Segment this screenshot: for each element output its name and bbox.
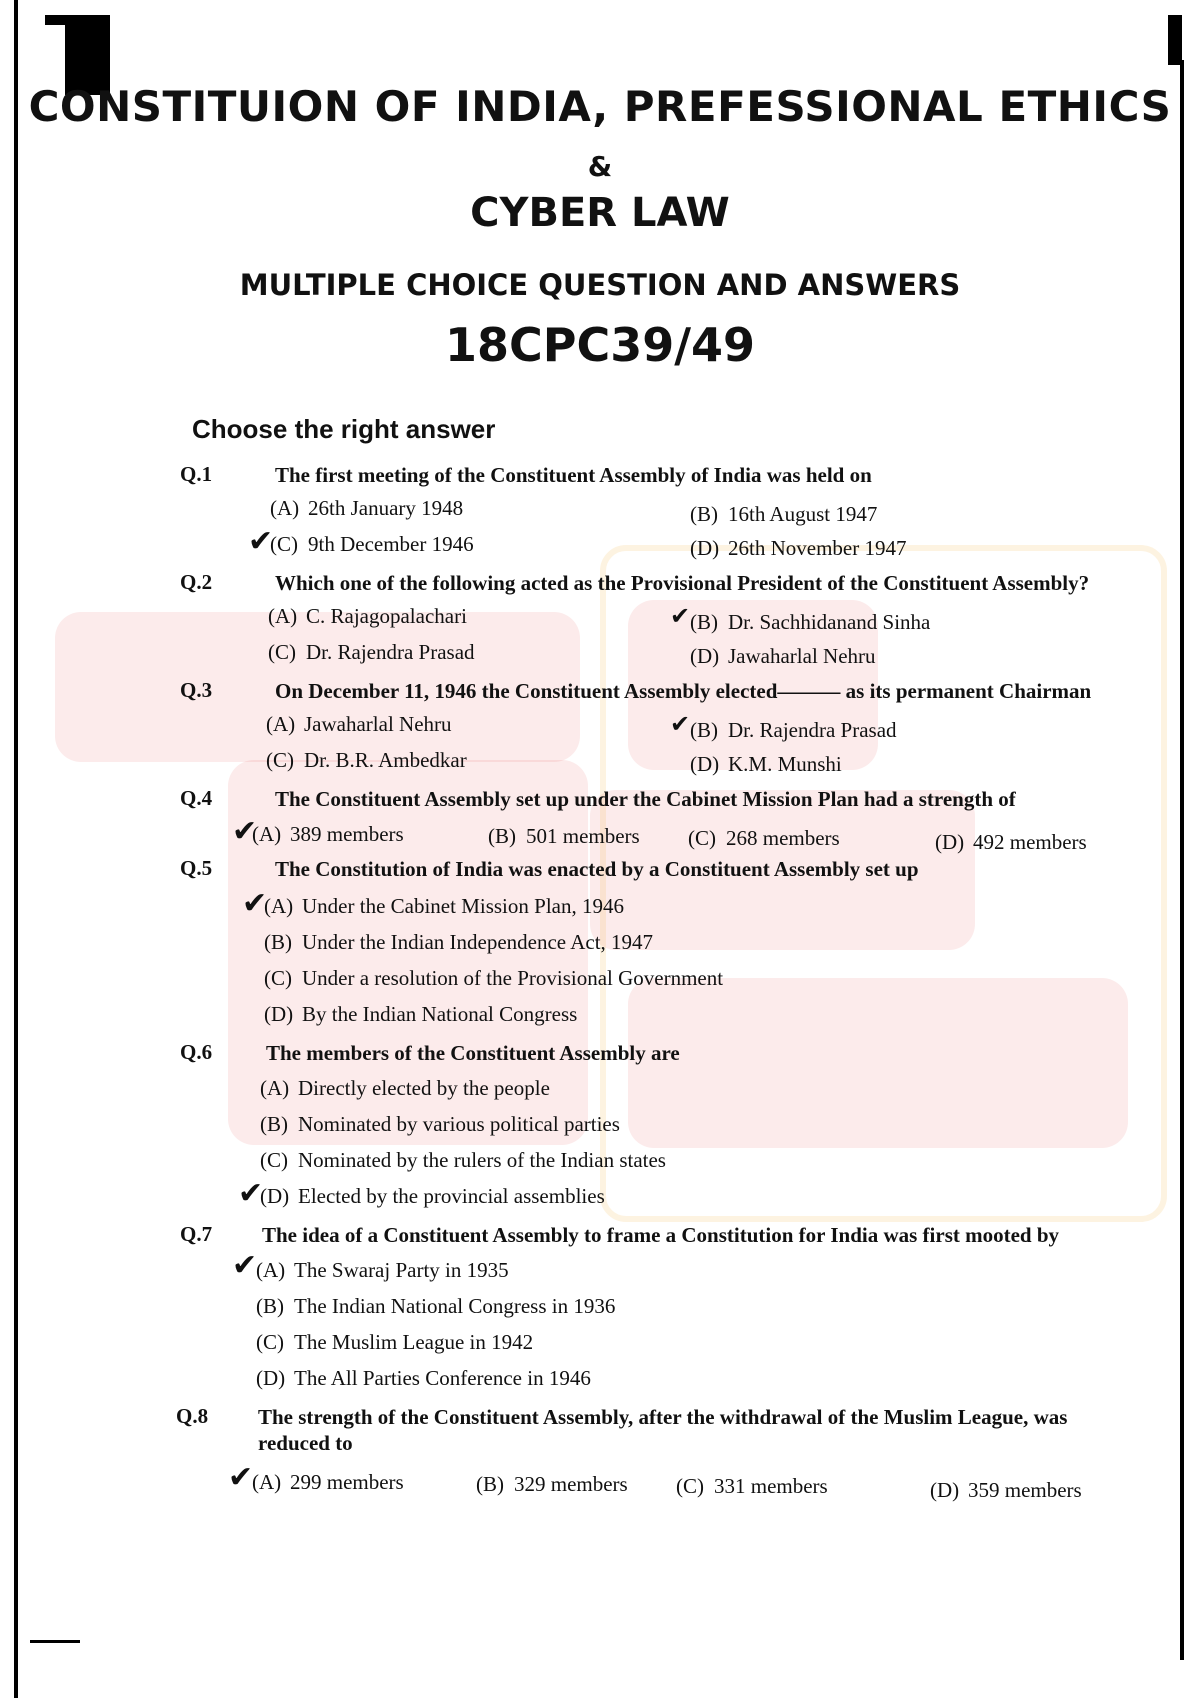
question-text: The strength of the Constituent Assembly, after the withdrawal of the Muslim League, was reduced to xyxy=(258,1405,1068,1455)
question-number: Q.7 xyxy=(180,1222,213,1246)
option-c: (C) 268 members xyxy=(688,826,840,850)
question-number: Q.3 xyxy=(180,678,213,702)
answer-tick-icon: ✔ xyxy=(228,1460,254,1495)
question-number: Q.8 xyxy=(176,1404,209,1428)
document-title-line2: CYBER LAW xyxy=(470,190,730,236)
question-text: The first meeting of the Constituent Assembly of India was held on xyxy=(275,463,872,487)
option-b: (B) Dr. Rajendra Prasad xyxy=(690,718,897,742)
scan-border-right-top xyxy=(1168,15,1182,65)
option-a: (A) 26th January 1948 xyxy=(270,496,464,520)
option-d: (D) K.M. Munshi xyxy=(690,752,842,776)
option-d: (D) 26th November 1947 xyxy=(690,536,907,560)
question-text: On December 11, 1946 the Constituent Assembly elected——— as its permanent Chairman xyxy=(275,679,1092,703)
instruction-heading: Choose the right answer xyxy=(192,414,496,444)
question-number: Q.6 xyxy=(180,1040,213,1064)
option-c: (C) Nominated by the rulers of the Indian states xyxy=(260,1148,666,1172)
option-b: (B) Dr. Sachhidanand Sinha xyxy=(690,610,931,634)
option-a: (A) Jawaharlal Nehru xyxy=(266,712,452,736)
answer-tick-icon: ✔ xyxy=(248,524,274,559)
question-number: Q.1 xyxy=(180,462,213,486)
option-c: (C) Dr. Rajendra Prasad xyxy=(268,640,475,664)
option-b: (B) 501 members xyxy=(488,824,640,848)
document-title: CONSTITUION OF INDIA, PREFESSIONAL ETHICS xyxy=(28,82,1172,131)
option-d: (D) The All Parties Conference in 1946 xyxy=(256,1366,591,1390)
question-text: The idea of a Constituent Assembly to frame a Constitution for India was first mooted by xyxy=(262,1223,1060,1247)
question-text: The members of the Constituent Assembly are xyxy=(266,1041,680,1065)
watermark-frame xyxy=(600,545,1167,1222)
scan-border-bottom-left xyxy=(30,1640,80,1643)
answer-tick-icon: ✔ xyxy=(242,886,268,921)
option-d: (D) By the Indian National Congress xyxy=(264,1002,578,1026)
option-a: (A) 299 members xyxy=(252,1470,404,1494)
option-a: (A) Under the Cabinet Mission Plan, 1946 xyxy=(264,894,624,918)
answer-tick-icon: ✔ xyxy=(232,1248,258,1283)
option-b: (B) The Indian National Congress in 1936 xyxy=(256,1294,616,1318)
question-text: Which one of the following acted as the Provisional President of the Constituent Assembly? xyxy=(275,571,1090,595)
question-number: Q.5 xyxy=(180,856,213,880)
question-number: Q.4 xyxy=(180,786,213,810)
option-b: (B) Under the Indian Independence Act, 1947 xyxy=(264,930,654,954)
question-text: The Constitution of India was enacted by a Constituent Assembly set up xyxy=(275,857,919,881)
answer-tick-icon: ✔ xyxy=(238,1176,264,1211)
option-c: (C) 331 members xyxy=(676,1474,828,1498)
option-a: (A) Directly elected by the people xyxy=(260,1076,550,1100)
option-c: (C) The Muslim League in 1942 xyxy=(256,1330,534,1354)
option-b: (B) 329 members xyxy=(476,1472,628,1496)
option-d: (D) Jawaharlal Nehru xyxy=(690,644,876,668)
answer-tick-icon: ✔ xyxy=(232,814,258,849)
option-d: (D) 359 members xyxy=(930,1478,1082,1502)
question-number: Q.2 xyxy=(180,570,213,594)
option-d: (D) 492 members xyxy=(935,830,1087,854)
course-code: 18CPC39/49 xyxy=(444,318,756,372)
option-a: (A) C. Rajagopalachari xyxy=(268,604,467,628)
option-c: (C) 9th December 1946 xyxy=(270,532,474,556)
title-ampersand: & xyxy=(587,150,613,183)
answer-tick-icon: ✔ xyxy=(670,602,691,630)
option-a: (A) The Swaraj Party in 1935 xyxy=(256,1258,509,1282)
document-subtitle: MULTIPLE CHOICE QUESTION AND ANSWERS xyxy=(239,268,961,302)
question-text: The Constituent Assembly set up under the Cabinet Mission Plan had a strength of xyxy=(275,787,1016,811)
option-c: (C) Under a resolution of the Provisional Government xyxy=(264,966,724,990)
scan-border-left xyxy=(14,0,18,1698)
option-b: (B) 16th August 1947 xyxy=(690,502,878,526)
answer-tick-icon: ✔ xyxy=(670,710,691,738)
option-c: (C) Dr. B.R. Ambedkar xyxy=(266,748,467,772)
option-a: (A) 389 members xyxy=(252,822,404,846)
option-b: (B) Nominated by various political parties xyxy=(260,1112,620,1136)
option-d: (D) Elected by the provincial assemblies xyxy=(260,1184,605,1208)
